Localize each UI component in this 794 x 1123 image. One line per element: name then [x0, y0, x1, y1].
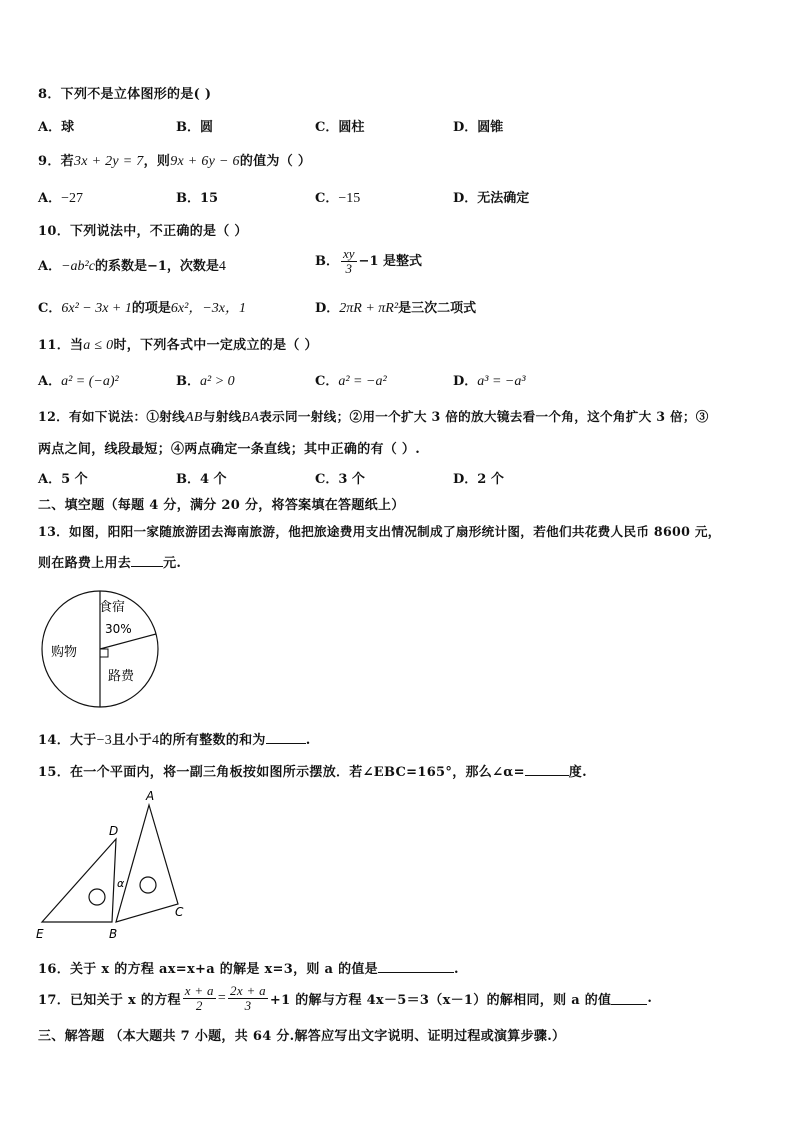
triangle-abc [116, 805, 178, 922]
section-2-heading: 二、填空题（每题 4 分，满分 20 分，将答案填在答题纸上） [38, 498, 405, 513]
q10-option-c: C．6x² − 3x + 1的项是6x²，−3x，1 [38, 301, 246, 316]
q10-option-b: B． $\frac{xy}{3}$ −1 是整式 [315, 246, 423, 276]
label-c: C [175, 905, 184, 919]
q12-option-d: D．2 个 [453, 472, 504, 487]
q11-stem: 11．当a ≤ 0时，下列各式中一定成立的是（ ） [38, 338, 318, 353]
q16-stem: 16．关于 x 的方程 ax=x+a 的解是 x=3，则 a 的值是 . [38, 962, 459, 977]
q8-option-b: B．圆 [176, 120, 213, 135]
q9-option-b: B．15 [176, 191, 219, 206]
q9-option-c: C．−15 [315, 191, 361, 206]
q8-option-d: D．圆锥 [453, 120, 504, 135]
label-b: B [109, 927, 118, 941]
label-alpha: α [117, 877, 125, 890]
q17-stem: 17．已知关于 x 的方程 $\frac{x + a}{2}$ = $\frac{2x + a}{3}$ +1 的解与方程 4x－5＝3（x－1）的解相同，则 a 的值 . [38, 983, 653, 1013]
label-e: E [36, 927, 44, 941]
q12-option-c: C．3 个 [315, 472, 365, 487]
answer-blank[interactable] [525, 763, 569, 776]
q10-stem: 10．下列说法中，不正确的是（ ） [38, 224, 248, 239]
q11-option-b: B．a² > 0 [176, 374, 235, 389]
q8-option-c: C．圆柱 [315, 120, 365, 135]
answer-blank[interactable] [131, 554, 163, 567]
triangle-dbe [42, 839, 116, 922]
q9-number: 9．若 [38, 154, 74, 169]
q13-line2: 则在路费上用去 元. [38, 556, 182, 571]
q12-line1: 12．有如下说法：①射线AB与射线BA表示同一射线；②用一个扩大 3 倍的放大镜去看一个角，这个角扩大 3 倍；③ [38, 409, 709, 425]
q15-stem: 15．在一个平面内，将一副三角板按如图所示摆放．若∠EBC=165°，那么∠α= 度. [38, 765, 587, 780]
q13-line1: 13．如图，阳阳一家随旅游团去海南旅游，他把旅途费用支出情况制成了扇形统计图，若他们共花费人民币 8600 元， [38, 524, 721, 539]
answer-blank[interactable] [266, 731, 306, 744]
q8-stem: 8．下列不是立体图形的是( ) [38, 87, 212, 102]
answer-blank[interactable] [611, 992, 647, 1005]
q12-option-a: A．5 个 [38, 472, 88, 487]
label-d: D [109, 824, 119, 838]
answer-blank[interactable] [378, 960, 454, 973]
q11-option-a: A．a² = (−a)² [38, 374, 119, 389]
pie-label-percent: 30% [105, 622, 132, 636]
q10-option-d: D．2πR + πR²是三次二项式 [315, 301, 477, 316]
q9-condition: 3x + 2y = 7 [73, 154, 144, 169]
q9-option-d: D．无法确定 [453, 191, 530, 206]
q9-expression: 9x + 6y − 6 [170, 154, 240, 169]
pie-label-food: 食宿 [99, 600, 126, 615]
pie-chart [36, 590, 166, 710]
q9-stem [38, 150, 311, 170]
q14-stem: 14．大于−3且小于4的所有整数的和为 . [38, 733, 311, 748]
pie-label-shopping: 购物 [51, 645, 78, 660]
q12-option-b: B．4 个 [176, 472, 227, 487]
pie-label-travel: 路费 [108, 669, 135, 684]
q9-mid: ，则 [143, 154, 171, 169]
q11-option-c: C．a² = −a² [315, 374, 387, 389]
q9-option-a: A．−27 [38, 191, 83, 206]
q12-line2: 两点之间，线段最短；④两点确定一条直线；其中正确的有（ ）. [38, 442, 421, 457]
section-3-heading: 三、解答题 （本大题共 7 小题，共 64 分.解答应写出文字说明、证明过程或演算步骤.） [38, 1029, 566, 1044]
q8-option-a: A．球 [38, 120, 75, 135]
triangle-figure [30, 786, 200, 946]
q10-option-a: A．−ab²c的系数是−1，次数是4 [38, 259, 226, 274]
q11-option-d: D．a³ = −a³ [453, 374, 526, 389]
q9-tail: 的值为（ ） [239, 154, 312, 169]
label-a: A [146, 789, 155, 803]
